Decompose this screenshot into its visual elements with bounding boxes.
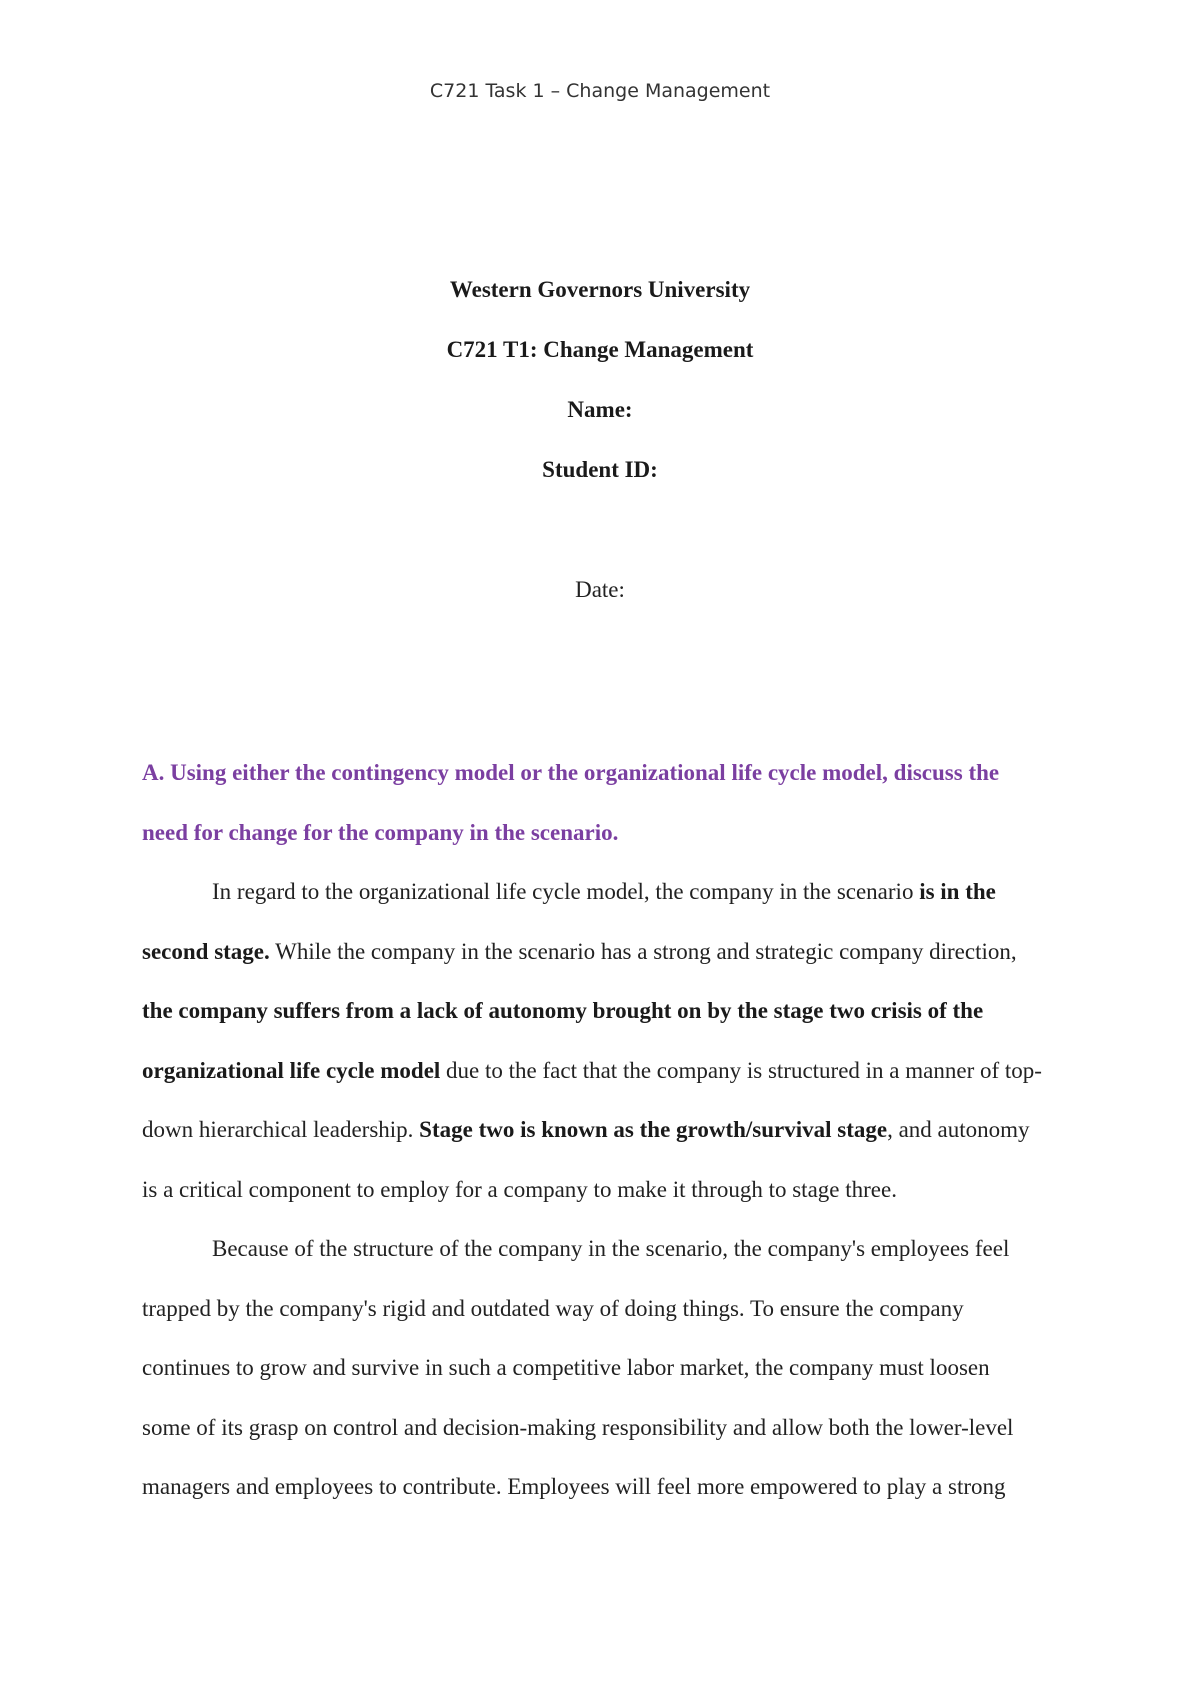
student-id-label: Student ID: — [542, 457, 658, 482]
paragraph-1-text-1: In regard to the organizational life cycle model, the company in the scenario — [212, 879, 920, 904]
date-label: Date: — [575, 577, 625, 602]
university-name: Western Governors University — [449, 277, 751, 302]
course-title: C721 T1: Change Management — [446, 337, 754, 362]
paragraph-1-text-4: , and autonomy is a critical component to employ for a company to make it through to stage three. — [142, 1117, 1030, 1202]
title-page-block — [0, 270, 1200, 510]
paragraph-1-bold-3: Stage two is known as the growth/survival stage — [419, 1117, 888, 1142]
running-header: C721 Task 1 – Change Management — [429, 80, 771, 102]
paragraph-1-bold-2: the company suffers from a lack of autonomy brought on by the stage two crisis of the organizational life cycle model — [142, 998, 984, 1083]
paragraph-2: Because of the structure of the company in the scenario, the company's employees feel trapped by the company's rigid and outdated way of doing things. To ensure the company continues to grow and survive in such a competitive labor market, the company must loosen some of its grasp on control and decision-making responsibility and allow both the lower-level managers and employees to contribute. Employees will feel more empowered to play a strong — [142, 1236, 1014, 1499]
paragraph-1-bold-1: is in the second stage. — [142, 879, 996, 964]
section-a-heading: A. Using either the contingency model or the organizational life cycle model, discuss the need for change for the company in the scenario. — [142, 760, 1000, 845]
name-label: Name: — [567, 397, 633, 422]
paragraph-1 — [142, 862, 1042, 1219]
document-body — [142, 743, 1042, 1517]
paragraph-1-text-3: due to the fact that the company is structured in a manner of top-down hierarchical leadership. — [142, 1057, 1042, 1142]
paragraph-1-text-2: While the company in the scenario has a strong and strategic company direction, — [269, 938, 1017, 964]
